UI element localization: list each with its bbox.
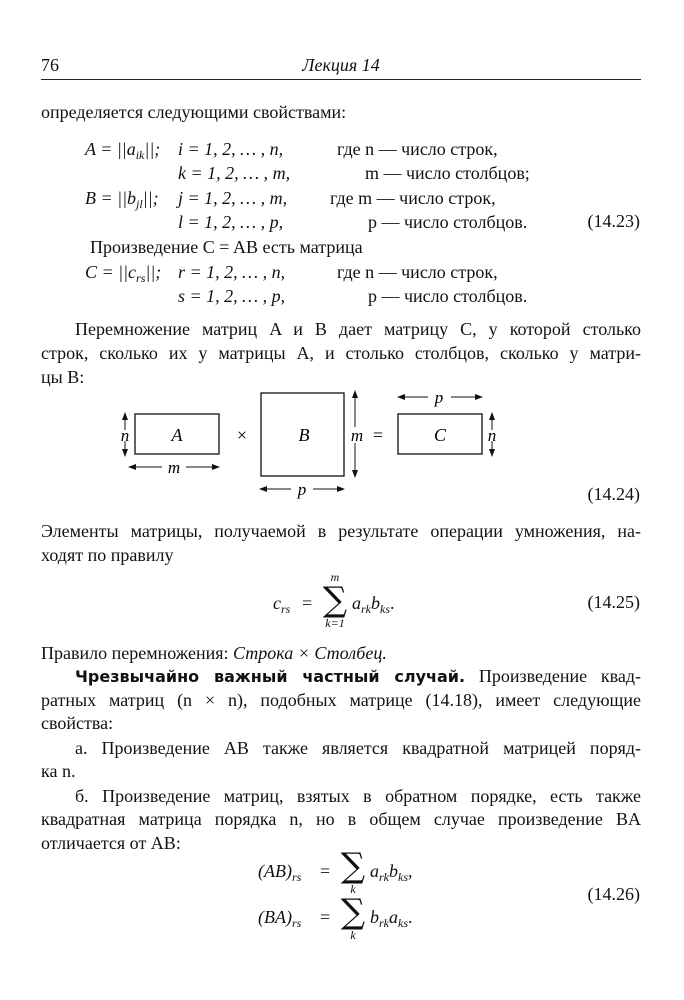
para-mult-line-2: строк, сколько их у матрицы A, и столько столбцов, сколько у матри- <box>41 343 641 363</box>
formula-14-25-lhs: $c_{rs}$ <box>273 593 291 616</box>
equation-number-14-23: (14.23) <box>587 211 640 231</box>
formula-14-26-ba-eq: = <box>320 907 331 927</box>
def-c-r: r = 1, 2, … , n, <box>178 262 286 282</box>
special-line-3: свойства: <box>41 713 114 733</box>
equals-sign: = <box>372 425 384 445</box>
def-b-l-note: p — число столбцов. <box>368 212 528 232</box>
page-header <box>41 55 641 80</box>
def-c: $C = ||c_{rs}||$; <box>85 262 162 285</box>
item-a-line-1: а. Произведение AB также является квадратной матрицей поряд- <box>75 738 641 758</box>
m-bottom-label: m <box>167 458 181 477</box>
def-a-i-note: где n — число строк, <box>337 139 498 159</box>
def-a-k-note: m — число столбцов; <box>365 163 530 183</box>
special-line-1: Чрезвычайно важный частный случай. Произведение квад- <box>75 666 642 686</box>
para-mult-line-3: цы B: <box>41 367 85 387</box>
item-a-line-2: ка n. <box>41 761 76 781</box>
matrix-c-label: C <box>433 425 447 445</box>
item-b-line-3: отличается от AB: <box>41 833 181 853</box>
n-right-label: n <box>487 426 497 445</box>
p-top-label: p <box>434 388 444 407</box>
def-b-j: j = 1, 2, … , m, <box>178 188 288 208</box>
def-a: $A = ||a_{ik}||$; <box>85 139 161 162</box>
def-a-k: k = 1, 2, … , m, <box>178 163 291 183</box>
n-left-label: n <box>120 426 130 445</box>
matrix-b-label: B <box>298 425 310 445</box>
def-a-i: i = 1, 2, … , n, <box>178 139 284 159</box>
formula-14-26-ab-sum: ∑ k <box>340 846 366 896</box>
para-elements-line-1: Элементы матрицы, получаемой в результате операции умножения, на- <box>41 521 641 541</box>
para-mult-line-1: Перемножение матриц A и B дает матрицу C, у которой столько <box>75 319 641 339</box>
def-c-s-note: p — число столбцов. <box>368 286 528 306</box>
matrix-a-label: A <box>171 425 183 445</box>
item-b-line-1: б. Произведение матриц, взятых в обратном порядке, есть также <box>75 786 641 806</box>
times-sign: × <box>236 425 248 445</box>
formula-14-26-ba-sum: ∑ k <box>340 892 366 942</box>
def-c-r-note: где n — число строк, <box>337 262 498 282</box>
equation-number-14-25: (14.25) <box>587 592 640 612</box>
formula-14-26-ab-eq: = <box>320 861 331 881</box>
intro-text: определяется следующими свойствами: <box>41 102 347 122</box>
formula-14-25-eq: = <box>302 593 313 613</box>
m-right-label: m <box>350 426 364 445</box>
formula-14-26-ba-rhs: $b_{rk}a_{ks}$. <box>370 907 413 930</box>
def-c-s: s = 1, 2, … , p, <box>178 286 286 306</box>
running-head: Лекция 14 <box>302 55 380 75</box>
equation-number-14-24: (14.24) <box>587 484 640 504</box>
rule-line: Правило перемножения: Строка × Столбец. <box>41 643 387 663</box>
formula-14-26-ba-lhs: $(BA)_{rs}$ <box>258 907 302 930</box>
para-elements-line-2: ходят по правилу <box>41 545 174 565</box>
def-b-j-note: где m — число строк, <box>330 188 496 208</box>
page-number: 76 <box>41 55 59 75</box>
def-b: $B = ||b_{jl}||$; <box>85 188 159 211</box>
special-line-2: ратных матриц (n × n), подобных матрице (14.18), имеет следующие <box>41 690 641 710</box>
formula-14-25-sum: m ∑ k=1 <box>322 570 348 630</box>
formula-14-26-ab-rhs: $a_{rk}b_{ks}$, <box>370 861 413 884</box>
item-b-line-2: квадратная матрица порядка n, но в общем случае произведение BA <box>41 809 641 829</box>
p-bottom-label: p <box>297 480 307 499</box>
def-b-l: l = 1, 2, … , p, <box>178 212 284 232</box>
product-line: Произведение C = AB есть матрица <box>90 237 363 257</box>
formula-14-25-rhs: $a_{rk}b_{ks}$. <box>352 593 395 616</box>
equation-number-14-26: (14.26) <box>587 884 640 904</box>
formula-14-26-ab-lhs: $(AB)_{rs}$ <box>258 861 302 884</box>
